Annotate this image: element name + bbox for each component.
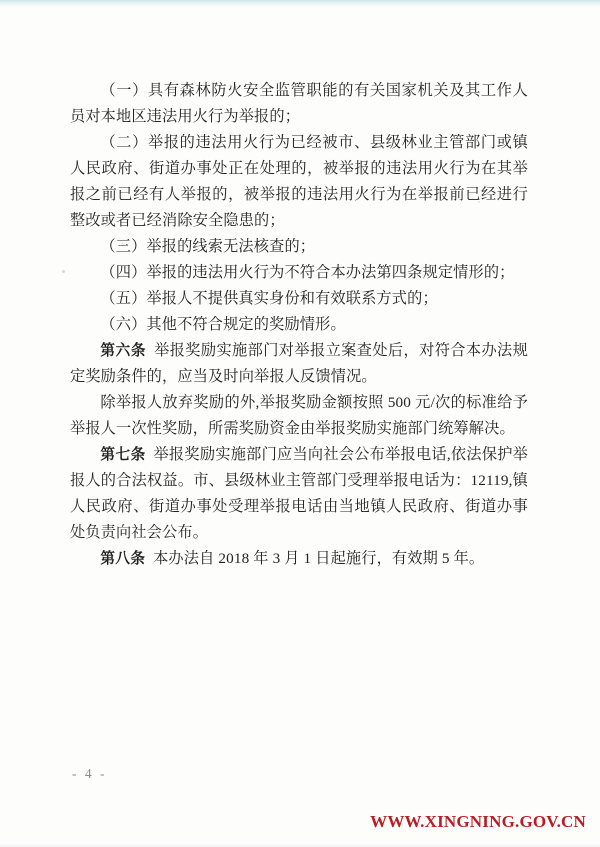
- page-number: - 4 -: [72, 766, 107, 781]
- article-6-paragraph-1: [70, 338, 528, 390]
- clause-item-2: （二）举报的违法用火行为已经被市、县级林业主管部门或镇人民政府、街道办事处正在处理的，被举报的违法用火行为在其举报之前已经有人举报的，被举报的违法用火行为在举报前已经进行整改或者已经消除安全隐患的；: [70, 134, 528, 229]
- clause-item-4: （四）举报的违法用火行为不符合本办法第四条规定情形的；: [100, 264, 515, 281]
- article-8-paragraph-1: [70, 546, 528, 572]
- scan-speck: [62, 270, 65, 273]
- document-body: [70, 78, 528, 572]
- clause-item-6: （六）其他不符合规定的奖励情形。: [100, 316, 346, 333]
- article-6-paragraph-2: 除举报人放弃奖励的外,举报奖励金额按照 500 元/次的标准给予举报人一次性奖励，所需奖励资金由举报奖励实施部门统筹解决。: [70, 394, 528, 437]
- article-8-paragraph-1-text: 本办法自 2018 年 3 月 1 日起施行，有效期 5 年。: [153, 550, 485, 567]
- scan-edge-artifact-top: [0, 0, 600, 7]
- article-7-paragraph-1: [70, 442, 528, 546]
- article-7-paragraph-1-text: 举报奖励实施部门应当向社会公布举报电话,依法保护举报人的合法权益。市、县级林业主管部门受理举报电话为：12119,镇人民政府、街道办事处受理举报电话由当地镇人民政府、街道办事处负责向社会公布。: [70, 446, 529, 541]
- article-7-number: 第七条: [100, 446, 154, 463]
- article-8-number: 第八条: [100, 550, 154, 567]
- clause-item-1: （一）具有森林防火安全监管职能的有关国家机关及其工作人员对本地区违法用火行为举报的；: [70, 82, 528, 125]
- footer-site-url: WWW.XINGNING.GOV.CN: [370, 812, 586, 831]
- clause-item-5: （五）举报人不提供真实身份和有效联系方式的；: [100, 290, 438, 307]
- clause-item-3: （三）举报的线索无法核查的；: [100, 238, 316, 255]
- article-6-number: 第六条: [100, 342, 154, 359]
- scan-edge-artifact-bottom: [0, 843, 600, 847]
- article-6-paragraph-1-text: 举报奖励实施部门对举报立案查处后，对符合本办法规定奖励条件的，应当及时向举报人反馈情况。: [70, 342, 528, 385]
